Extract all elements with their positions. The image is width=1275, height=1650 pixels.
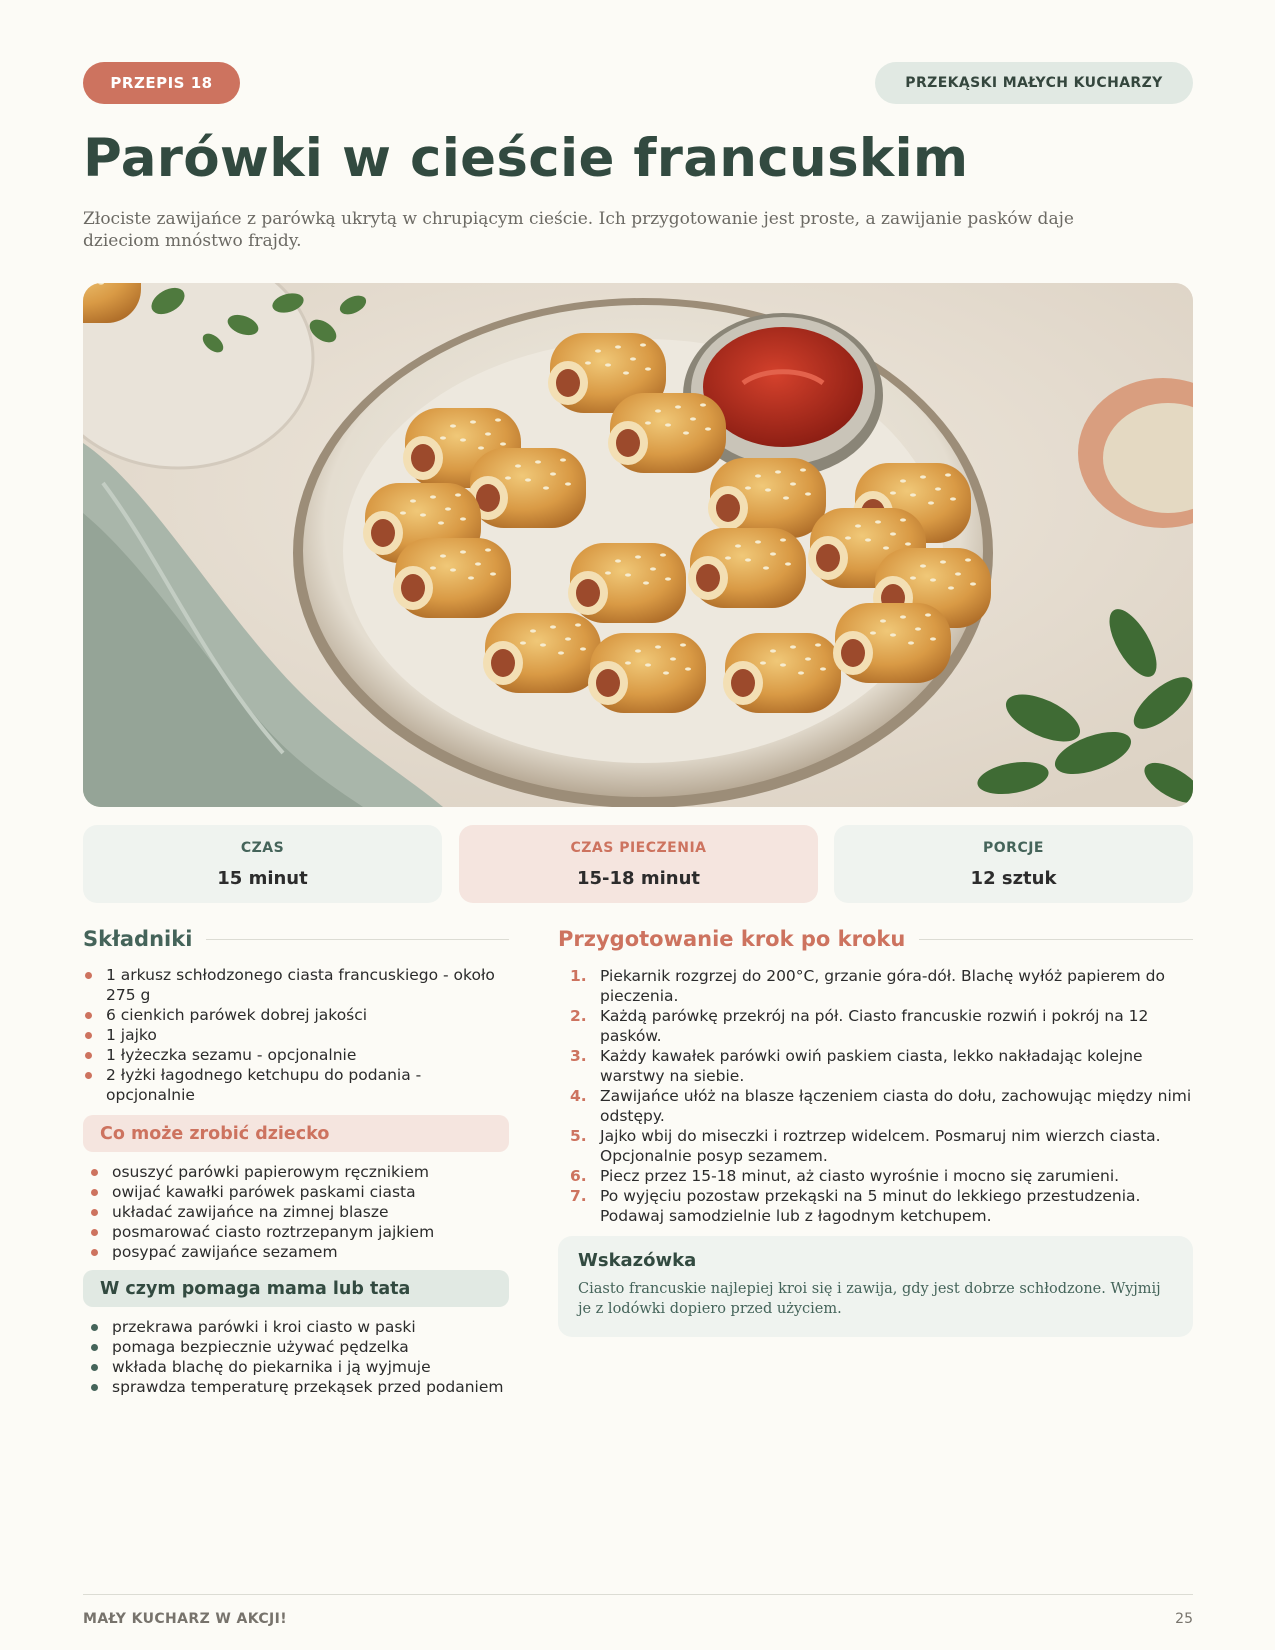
tip-text: Ciasto francuskie najlepiej kroi się i zawija, gdy jest dobrze schłodzone. Wyjmij je z lodówki dopiero przed użyciem.	[578, 1281, 1161, 1317]
list-item: posmarować ciasto roztrzepanym jajkiem	[89, 1222, 509, 1242]
page-number: 25	[1175, 1611, 1193, 1627]
bullet-icon	[91, 1229, 98, 1236]
list-item: owijać kawałki parówek paskami ciasta	[89, 1182, 509, 1202]
list-item: wkłada blachę do piekarnika i ją wyjmuje	[89, 1357, 509, 1377]
series-badge: PRZEKĄSKI MAŁYCH KUCHARZY	[875, 62, 1193, 104]
stat-value: 15 minut	[217, 867, 308, 889]
tip-box	[558, 1236, 1193, 1337]
list-item: sprawdza temperaturę przekąsek przed podaniem	[89, 1377, 509, 1397]
step-item: 1. Piekarnik rozgrzej do 200°C, grzanie góra-dół. Blachę wyłóż papierem do pieczenia.	[570, 967, 1166, 1005]
parent-tasks-heading: W czym pomaga mama lub tata	[83, 1270, 509, 1307]
list-item: 1 arkusz schłodzonego ciasta francuskiego - około 275 g	[83, 965, 509, 1005]
bullet-icon	[91, 1209, 98, 1216]
stat-value: 15-18 minut	[577, 867, 700, 889]
list-item: 6 cienkich parówek dobrej jakości	[83, 1005, 509, 1025]
list-item: przekrawa parówki i kroi ciasto w paski	[89, 1317, 509, 1337]
hero-photo	[83, 283, 1193, 807]
stat-label: CZAS	[240, 839, 285, 856]
bullet-icon	[91, 1169, 98, 1176]
step-item: 4. Zawijańce ułóż na blasze łączeniem ciasta do dołu, zachowując między nimi odstępy.	[570, 1087, 1192, 1125]
tip-title: Wskazówka	[578, 1250, 697, 1271]
stat-label: CZAS PIECZENIA	[570, 839, 707, 856]
parent-tasks-list	[83, 1317, 509, 1397]
sausage-rolls-photo	[83, 283, 1193, 807]
recipe-page	[83, 0, 1193, 1650]
step-item: 2. Każdą parówkę przekrój na pół. Ciasto francuskie rozwiń i pokrój na 12 pasków.	[570, 1007, 1149, 1045]
bullet-icon	[85, 1072, 92, 1079]
recipe-stats	[83, 825, 1193, 903]
bullet-icon	[91, 1324, 98, 1331]
bullet-icon	[91, 1364, 98, 1371]
child-tasks-heading: Co może zrobić dziecko	[83, 1115, 509, 1152]
bullet-icon	[91, 1384, 98, 1391]
step-item: 6. Piecz przez 15-18 minut, aż ciasto wyrośnie i mocno się zarumieni.	[570, 1167, 1120, 1185]
page-title: Parówki w cieście francuskim	[83, 128, 969, 189]
bullet-icon	[91, 1344, 98, 1351]
page-footer	[83, 1594, 1193, 1627]
recipe-number-badge: PRZEPIS 18	[83, 62, 240, 104]
page-subtitle: Złociste zawijańce z parówką ukrytą w chrupiącym cieście. Ich przygotowanie jest proste, a zawijanie pasków daje dzieciom mnóstwo frajdy.	[83, 209, 1074, 251]
list-item: posypać zawijańce sezamem	[89, 1242, 509, 1262]
stat-baking-time	[459, 825, 818, 903]
footer-brand: MAŁY KUCHARZ W AKCJI!	[83, 1611, 288, 1627]
ingredients-list	[83, 965, 509, 1105]
step-item: 7. Po wyjęciu pozostaw przekąski na 5 minut do lekkiego przestudzenia. Podawaj samodzielnie lub z łagodnym ketchupem.	[570, 1187, 1141, 1225]
ingredients-title: Składniki	[83, 927, 193, 951]
bullet-icon	[85, 1012, 92, 1019]
child-tasks-list	[83, 1162, 509, 1262]
heading-divider	[206, 939, 509, 940]
steps-list	[558, 966, 1193, 1226]
stat-servings	[834, 825, 1193, 903]
stat-value: 12 sztuk	[970, 867, 1057, 889]
step-item: 3. Każdy kawałek parówki owiń paskiem ciasta, lekko nakładając kolejne warstwy na siebie.	[570, 1047, 1143, 1085]
steps-title: Przygotowanie krok po kroku	[558, 927, 906, 951]
right-column	[558, 925, 1193, 1337]
heading-divider	[919, 939, 1193, 940]
bullet-icon	[91, 1249, 98, 1256]
bullet-icon	[91, 1189, 98, 1196]
list-item: 1 łyżeczka sezamu - opcjonalnie	[83, 1045, 509, 1065]
list-item: układać zawijańce na zimnej blasze	[89, 1202, 509, 1222]
stat-label: PORCJE	[983, 839, 1044, 856]
left-column	[83, 925, 509, 1397]
bullet-icon	[85, 1032, 92, 1039]
top-bar	[83, 62, 1193, 104]
step-item: 5. Jajko wbij do miseczki i roztrzep widelcem. Posmaruj nim wierzch ciasta. Opcjonalnie posyp sezamem.	[570, 1127, 1161, 1165]
list-item: 2 łyżki łagodnego ketchupu do podania - opcjonalnie	[83, 1065, 509, 1105]
list-item: pomaga bezpiecznie używać pędzelka	[89, 1337, 509, 1357]
bullet-icon	[85, 1052, 92, 1059]
list-item: 1 jajko	[83, 1025, 509, 1045]
ingredients-heading	[83, 925, 509, 953]
steps-heading	[558, 925, 1193, 953]
list-item: osuszyć parówki papierowym ręcznikiem	[89, 1162, 509, 1182]
stat-time	[83, 825, 442, 903]
bullet-icon	[85, 972, 92, 979]
